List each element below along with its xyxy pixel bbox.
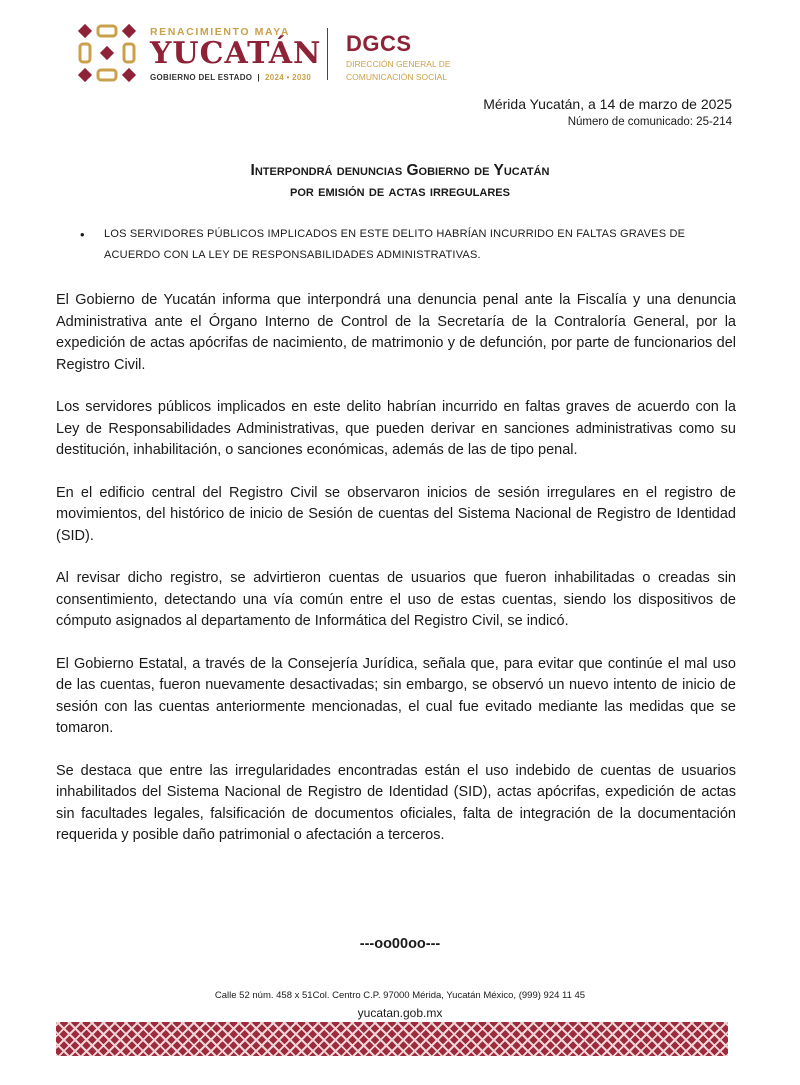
title-line2: por emisión de actas irregulares [290, 183, 510, 200]
title-line1: Interpondrá denuncias Gobierno de Yucatán [250, 162, 550, 179]
dgcs-line1: DIRECCIÓN GENERAL DE [346, 59, 451, 69]
press-title [0, 160, 800, 202]
government-label: GOBIERNO DEL ESTADO [150, 73, 253, 82]
highlight-bullet [80, 224, 740, 266]
footer-website: yucatan.gob.mx [357, 1006, 443, 1020]
brand-government: GOBIERNO DEL ESTADO | 2024 • 2030 [150, 73, 312, 82]
dgcs-acronym: DGCS [346, 31, 412, 56]
paragraph: En el edificio central del Registro Civil se observaron inicios de sesión irregulares en el registro de movimientos, del histórico de inicio de Sesión de cuentas del Sistema Nacional de Registro de Identidad (SID). [56, 484, 736, 544]
letterhead [0, 0, 800, 100]
release-number: Número de comunicado: 25-214 [567, 116, 732, 128]
paragraph: El Gobierno de Yucatán informa que interpondrá una denuncia penal ante la Fiscalía y una denuncia Administrativa ante el Órgano Interno de Control de la Secretaría de la Contraloría General, por la expedición de actas apócrifas de nacimiento, de matrimonio y de defunción, por parte de funcionarios del Registro Civil. [56, 292, 736, 373]
paragraph: Al revisar dicho registro, se advirtieron cuentas de usuarios que fueron inhabilitadas o creadas sin consentimiento, detectando una vía común entre el uso de estas cuentas, siendo los dispositivos de cómputo asignados al departamento de Informática del Registro Civil, se indicó. [56, 570, 736, 629]
paragraph: Se destaca que entre las irregularidades encontradas están el uso indebido de cuentas de usuarios inhabilitados del Sistema Nacional de Registro de Identidad (SID), actas apócrifas, expedición de actas sin facultades legales, falsificación de documentos oficiales, falta de integración de la documentación requerida y posible daño patrimonial o afectación a terceros. [56, 762, 736, 843]
yucatan-emblem-icon [76, 22, 138, 84]
brand-tagline: RENACIMIENTO MAYA [150, 26, 290, 38]
date-line: Mérida Yucatán, a 14 de marzo de 2025 [483, 96, 732, 112]
press-body [56, 290, 736, 868]
bullet-text: LOS SERVIDORES PÚBLICOS IMPLICADOS EN ESTE DELITO HABRÍAN INCURRIDO EN FALTAS GRAVES DE ACUERDO CON LA LEY DE RESPONSABILIDADES ADMINISTRATIVAS. [104, 228, 686, 261]
end-separator: ---oo00oo--- [359, 936, 441, 952]
paragraph: El Gobierno Estatal, a través de la Consejería Jurídica, señala que, para evitar que continúe el mal uso de las cuentas, fueron nuevamente desactivadas; sin embargo, se observó un nuevo intento de inicio de sesión con las cuentas anteriormente mencionadas, el cual fue evitado mediante las medidas que se tomaron. [56, 655, 736, 736]
header-divider [327, 28, 328, 80]
period-label: 2024 • 2030 [264, 73, 312, 82]
brand-state-name: YUCATÁN [150, 36, 322, 71]
decorative-band [56, 1022, 728, 1056]
bullet-icon: • [80, 227, 85, 242]
footer-address: Calle 52 núm. 458 x 51Col. Centro C.P. 97000 Mérida, Yucatán México, (999) 924 11 45 [214, 990, 586, 1001]
dgcs-line2: COMUNICACIÓN SOCIAL [346, 72, 448, 82]
paragraph: Los servidores públicos implicados en este delito habrían incurrido en faltas graves de acuerdo con la Ley de Responsabilidades Administrativas, que pueden derivar en sanciones administrativas como su destitución, inhabilitación, o sanciones económicas, además de las de tipo penal. [56, 399, 736, 458]
